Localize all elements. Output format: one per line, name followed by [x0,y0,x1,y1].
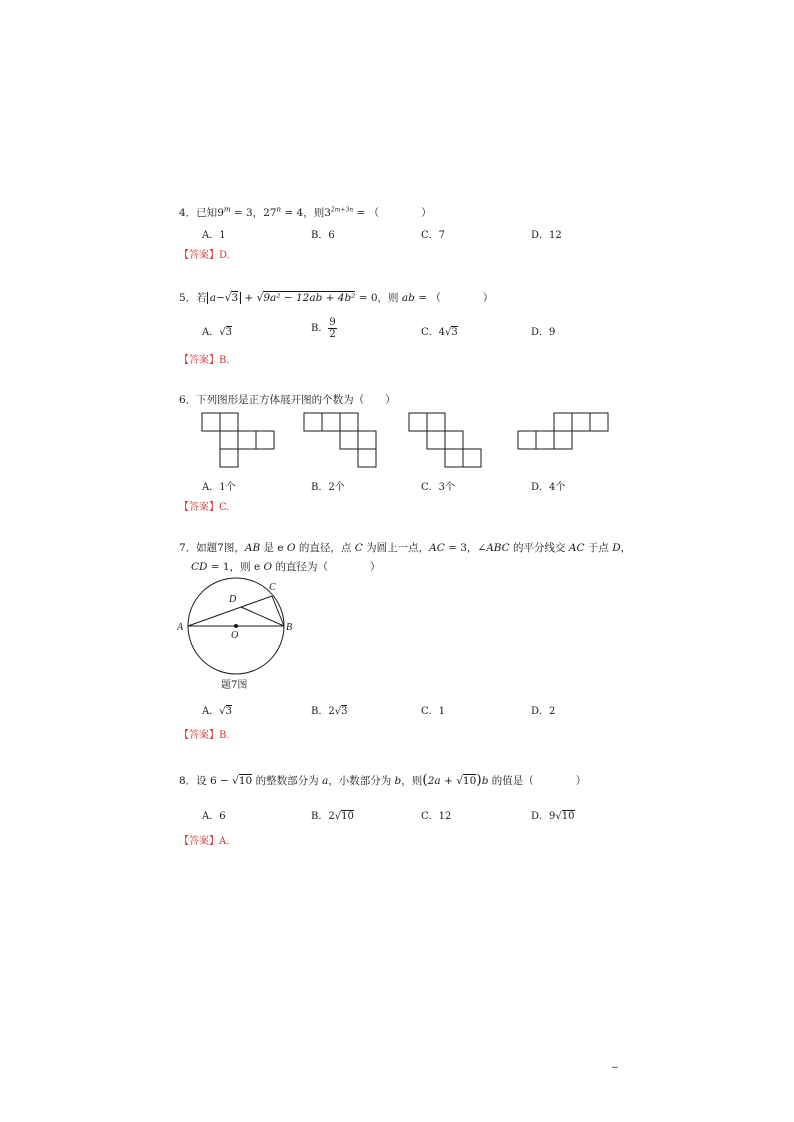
net-d-square [554,413,572,431]
net-a-square [220,449,238,467]
q6-option-a: A．1个 [202,482,236,493]
net-a-square [220,413,238,431]
q6-answer: 【答案】C. [179,502,230,513]
q7-answer: 【答案】B. [179,730,230,741]
net-c-square [427,413,445,431]
label-d: D [229,594,237,605]
q6-option-c: C．3个 [421,482,456,493]
q8-option-a: A．6 [202,811,226,822]
q4-option-a: A．1 [202,230,226,241]
label-a: A [177,622,184,633]
q8-option-c: C．12 [421,811,452,822]
q4-option-b: B．6 [311,230,335,241]
q8-answer: 【答案】A. [179,836,230,847]
label-b: B [286,622,293,633]
net-a-square [238,431,256,449]
cube-net-d [518,413,618,453]
footer-mark: ~ [611,1063,619,1073]
question-7-stem-line-2: CD = 1，则 e O 的直径为（ ） [191,561,381,573]
q8-option-d: D．9√10 [531,811,575,822]
net-d-square [572,413,590,431]
question-4-stem: 4．已知$9^m = 3$，$27^n = 4$，则$3^{2m+3n}$ = （ ） [179,205,432,219]
net-d-square [590,413,608,431]
net-c-square [445,449,463,467]
q5-option-b: B． $\frac{9}{2}$ [311,317,336,340]
net-a-square [256,431,274,449]
net-d-square [554,431,572,449]
q8-option-b: B．2√10 [311,811,354,822]
net-b-square [304,413,322,431]
net-b-square [358,449,376,467]
q4-option-d: D．12 [531,230,562,241]
q5-fraction: $\frac{9}{2}$ [329,317,336,340]
q6-option-b: B．2个 [311,482,345,493]
q7-option-b: B．2√3 [311,706,348,717]
question-5-stem: 5．若 a−√3 + √9a² − 12ab + 4b² = 0，则 ab = （ ） [179,292,494,304]
center-point-o [234,624,238,628]
net-a-square [220,431,238,449]
label-c: C [269,582,276,593]
cube-net-c [409,413,489,473]
net-b-square [340,431,358,449]
q5-absolute-value: a−√3 [207,292,241,304]
q5-option-d: D．9 [531,327,556,338]
net-b-square [322,413,340,431]
question-6-stem: 6．下列图形是正方体展开图的个数为（ ） [179,394,396,406]
q5-radicand: 9a² − 12ab + 4b² [263,292,356,304]
net-d-square [536,431,554,449]
q4-option-c: C．7 [421,230,446,241]
net-a-square [202,413,220,431]
net-d-square [518,431,536,449]
cube-net-b [304,413,384,473]
net-c-square [463,449,481,467]
q4-prefix: 4．已知 [179,207,218,219]
q7-option-d: D．2 [531,706,556,717]
net-c-square [445,431,463,449]
q7-circle-figure [175,578,305,678]
q6-option-d: D．4个 [531,482,566,493]
net-c-square [409,413,427,431]
q5-option-a: A．√3 [202,327,232,338]
cube-net-a [202,413,282,473]
q7-option-c: C．1 [421,706,446,717]
net-c-square [427,431,445,449]
net-b-square [340,413,358,431]
q7-figure-caption: 题7图 [221,680,248,691]
label-o: O [231,630,239,641]
net-b-square [358,431,376,449]
question-8-stem: 8．设 6 − √10 的整数部分为 a，小数部分为 b，则(2a + √10)b 的值是（ ） [179,772,587,788]
q5-answer: 【答案】B. [179,355,230,366]
q5-option-c: C．4√3 [421,327,458,338]
q7-option-a: A．√3 [202,706,232,717]
question-7-stem-line-1: 7．如题7图，AB 是 e O 的直径，点 C 为圆上一点，AC = 3，∠ABC 的平分线交 AC 于点 D， [179,542,632,554]
q4-answer: 【答案】D. [179,250,230,261]
